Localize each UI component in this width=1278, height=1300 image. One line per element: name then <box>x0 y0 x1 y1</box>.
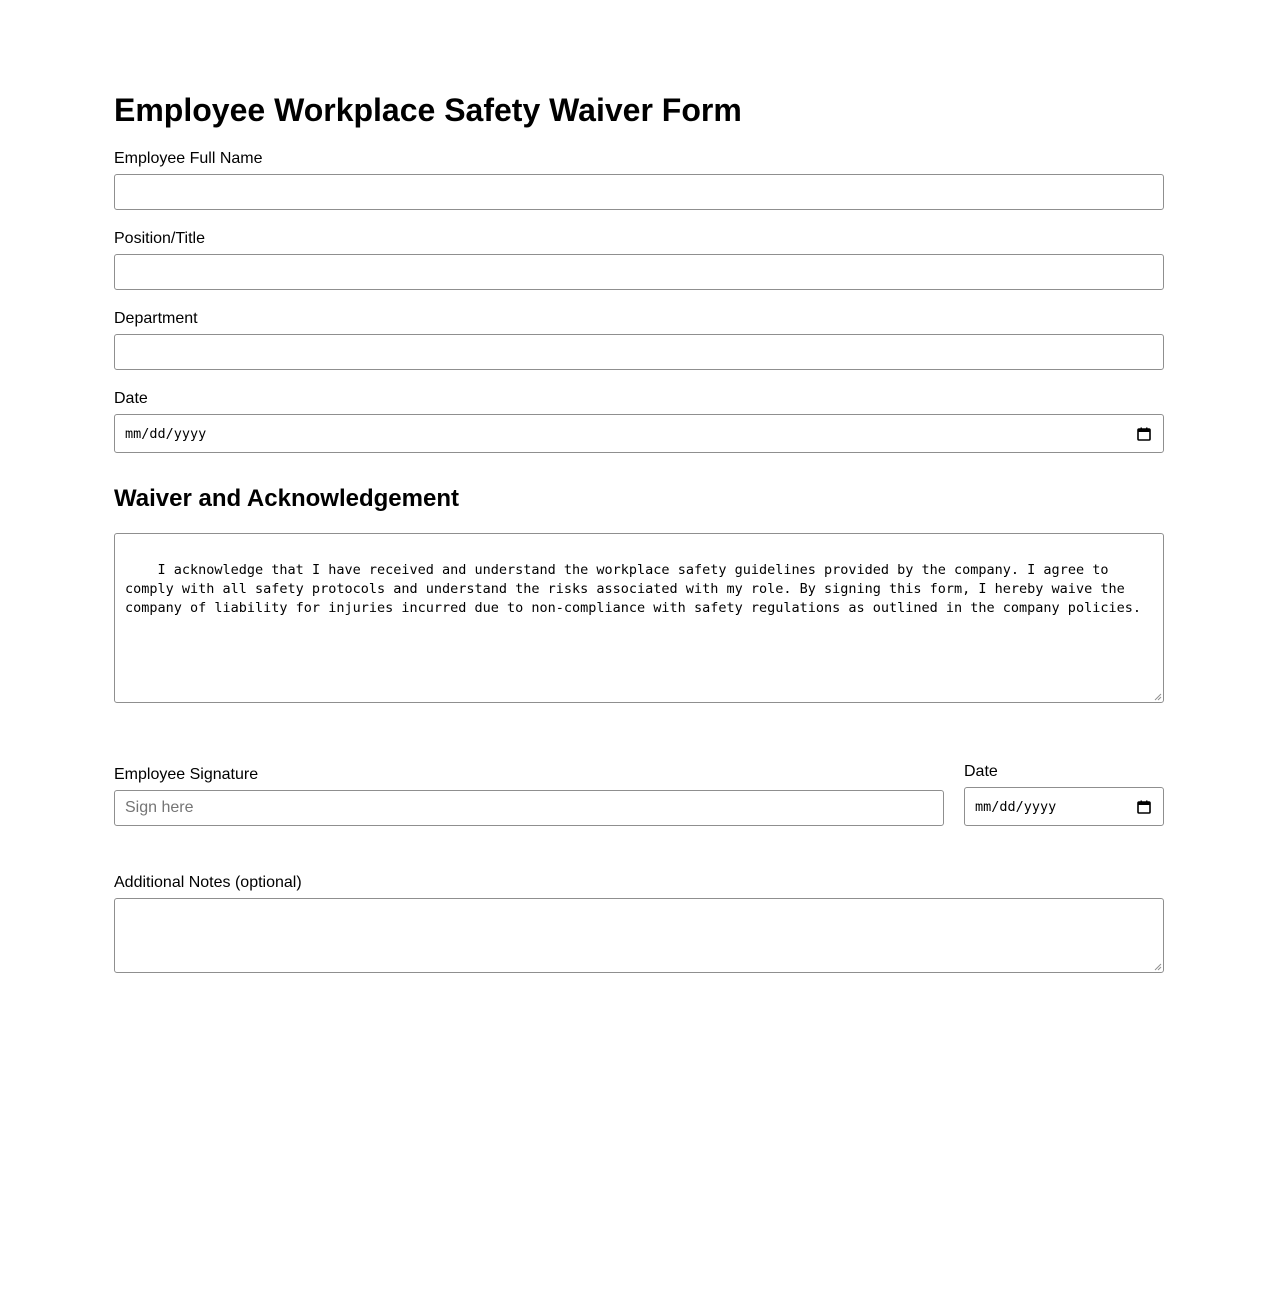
notes-label: Additional Notes (optional) <box>114 874 302 891</box>
waiver-heading: Waiver and Acknowledgement <box>114 485 459 512</box>
position-label: Position/Title <box>114 230 205 247</box>
date-label: Date <box>114 390 148 407</box>
calendar-icon[interactable] <box>1137 427 1151 441</box>
date-input[interactable] <box>114 414 1164 453</box>
signature-input[interactable] <box>114 790 944 826</box>
full-name-label: Employee Full Name <box>114 150 263 167</box>
department-input[interactable] <box>114 334 1164 370</box>
signature-date-placeholder: mm/dd/yyyy <box>975 798 1057 815</box>
resize-grip-icon[interactable] <box>1154 963 1162 971</box>
signature-label: Employee Signature <box>114 766 259 783</box>
position-input[interactable] <box>114 254 1164 290</box>
notes-textarea[interactable] <box>114 898 1164 973</box>
resize-grip-icon[interactable] <box>1154 693 1162 701</box>
signature-date-label: Date <box>964 763 998 780</box>
calendar-icon[interactable] <box>1137 800 1151 814</box>
department-label: Department <box>114 310 198 327</box>
page-title: Employee Workplace Safety Waiver Form <box>114 92 742 128</box>
date-placeholder: mm/dd/yyyy <box>125 425 207 442</box>
signature-date-input[interactable] <box>964 787 1164 826</box>
full-name-input[interactable] <box>114 174 1164 210</box>
signature-placeholder: Sign here <box>125 799 194 816</box>
waiver-text: I acknowledge that I have received and understand the workplace safety guidelines provided by the company. I agree to comply with all safety protocols and understand the risks associated with my role. By signing this form, I hereby waive the company of liability for injuries incurred due to non-compliance with safety regulations as outlined in the company policies. <box>125 562 1141 616</box>
waiver-textarea[interactable] <box>114 533 1164 703</box>
